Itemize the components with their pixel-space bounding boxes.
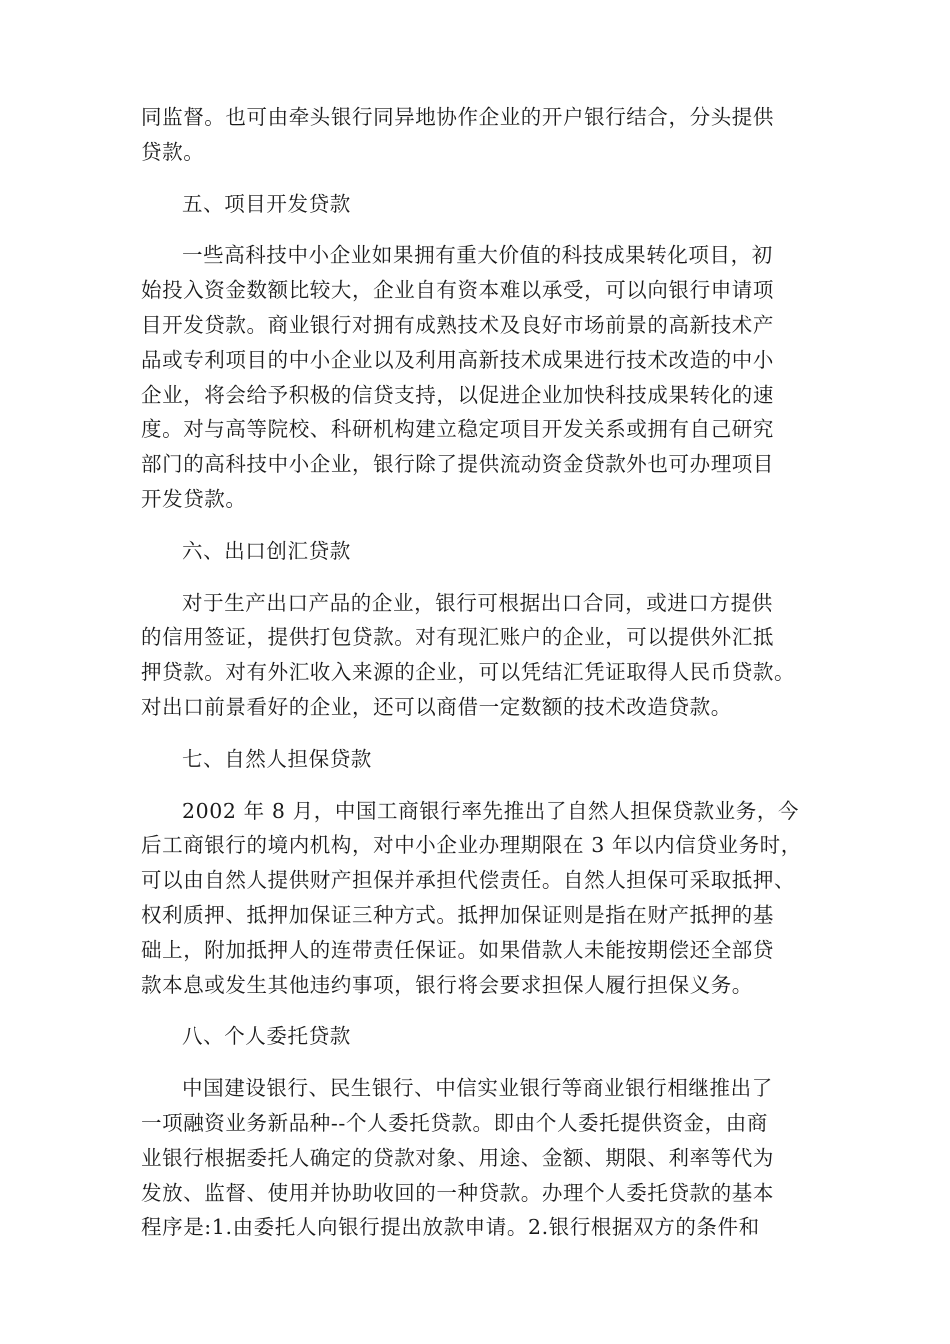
text-line: 对出口前景看好的企业，还可以商借一定数额的技术改造贷款。	[141, 694, 732, 719]
text-line: 贷款。	[141, 139, 205, 164]
paragraph-personal-entrusted-loan	[141, 1071, 831, 1245]
paragraph-export-loan	[141, 586, 831, 725]
text-line: 款本息或发生其他违约事项，银行将会要求担保人履行担保义务。	[141, 972, 753, 997]
text-line: 发放、监督、使用并协助收回的一种贷款。办理个人委托贷款的基本	[141, 1180, 774, 1205]
text-line: 础上，附加抵押人的连带责任保证。如果借款人未能按期偿还全部贷	[141, 937, 774, 962]
text-line: 同监督。也可由牵头银行同异地协作企业的开户银行结合，分头提供	[141, 105, 774, 129]
text-line: 业银行根据委托人确定的贷款对象、用途、金额、期限、利率等代为	[141, 1145, 774, 1170]
text-line: 一些高科技中小企业如果拥有重大价值的科技成果转化项目，初	[182, 243, 773, 268]
document-body	[141, 100, 831, 1245]
section-heading-8: 八、个人委托贷款	[182, 1024, 351, 1049]
text-line: 开发贷款。	[141, 486, 247, 511]
text-line: 企业，将会给予积极的信贷支持，以促进企业加快科技成果转化的速	[141, 382, 774, 407]
text-line: 可以由自然人提供财产担保并承担代偿责任。自然人担保可采取抵押、	[141, 868, 796, 893]
text-line: 2002 年 8 月，中国工商银行率先推出了自然人担保贷款业务，今	[182, 798, 800, 823]
text-line: 后工商银行的境内机构，对中小企业办理期限在 3 年以内信贷业务时，	[141, 833, 802, 858]
text-line: 对于生产出口产品的企业，银行可根据出口合同，或进口方提供	[182, 590, 773, 615]
text-line: 押贷款。对有外汇收入来源的企业，可以凭结汇凭证取得人民币贷款。	[141, 660, 796, 685]
text-line: 品或专利项目的中小企业以及利用高新技术成果进行技术改造的中小	[141, 347, 774, 372]
text-line: 权利质押、抵押加保证三种方式。抵押加保证则是指在财产抵押的基	[141, 902, 774, 927]
paragraph-natural-person-guarantee-loan	[141, 794, 831, 1003]
text-line: 目开发贷款。商业银行对拥有成熟技术及良好市场前景的高新技术产	[141, 312, 774, 337]
section-heading-6: 六、出口创汇贷款	[182, 538, 351, 563]
text-line: 的信用签证，提供打包贷款。对有现汇账户的企业，可以提供外汇抵	[141, 625, 774, 650]
text-line: 一项融资业务新品种--个人委托贷款。即由个人委托提供资金，由商	[141, 1110, 768, 1135]
text-line: 度。对与高等院校、科研机构建立稳定项目开发关系或拥有自己研究	[141, 417, 774, 442]
section-heading-5: 五、项目开发贷款	[182, 191, 351, 216]
text-line: 程序是:1.由委托人向银行提出放款申请。2.银行根据双方的条件和	[141, 1215, 760, 1240]
text-line: 部门的高科技中小企业，银行除了提供流动资金贷款外也可办理项目	[141, 452, 774, 477]
section-heading-7: 七、自然人担保贷款	[182, 746, 372, 771]
paragraph-project-development-loan	[141, 238, 831, 516]
paragraph-continuation	[141, 100, 831, 170]
text-line: 中国建设银行、民生银行、中信实业银行等商业银行相继推出了	[182, 1076, 773, 1101]
text-line: 始投入资金数额比较大，企业自有资本难以承受，可以向银行申请项	[141, 278, 774, 303]
